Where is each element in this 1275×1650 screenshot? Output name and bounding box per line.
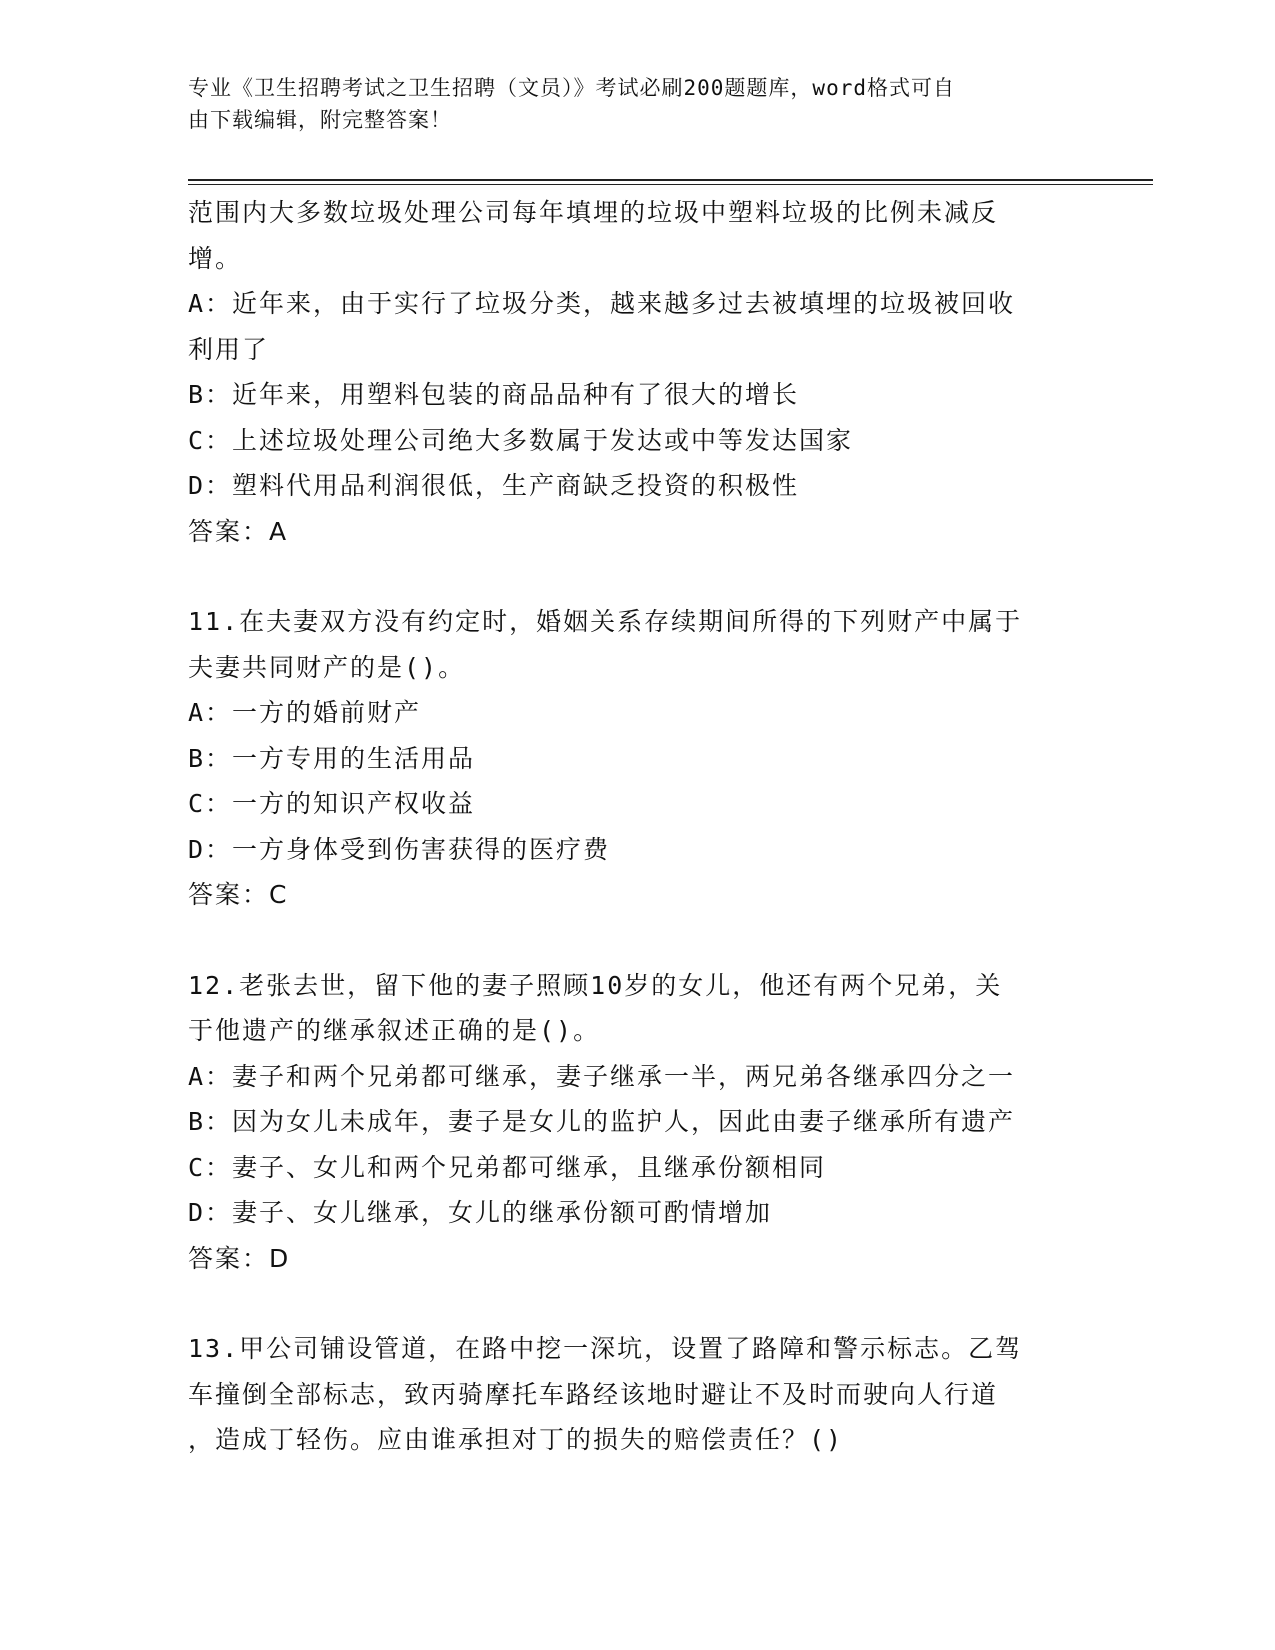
answer: 答案：A bbox=[188, 516, 289, 546]
question-text: 车撞倒全部标志，致丙骑摩托车路经该地时避让不及时而驶向人行道 bbox=[188, 1379, 999, 1409]
question-text: 11.在夫妻双方没有约定时，婚姻关系存续期间所得的下列财产中属于 bbox=[188, 607, 1023, 636]
option-c: C：妻子、女儿和两个兄弟都可继承，且继承份额相同 bbox=[188, 1152, 827, 1182]
option-a: A：近年来，由于实行了垃圾分类，越来越多过去被填埋的垃圾被回收 bbox=[188, 289, 1016, 318]
option-c: C：上述垃圾处理公司绝大多数属于发达或中等发达国家 bbox=[188, 425, 854, 455]
option-d: D：一方身体受到伤害获得的医疗费 bbox=[188, 834, 611, 864]
option-a: A：妻子和两个兄弟都可继承，妻子继承一半，两兄弟各继承四分之一 bbox=[188, 1061, 1016, 1091]
option-c: C：一方的知识产权收益 bbox=[188, 789, 476, 818]
document-body bbox=[188, 190, 1088, 1463]
option-b: B：近年来，用塑料包装的商品品种有了很大的增长 bbox=[188, 380, 800, 409]
answer: 答案：D bbox=[188, 1243, 291, 1273]
question-text: 12.老张去世，留下他的妻子照顾10岁的女儿，他还有两个兄弟，关 bbox=[188, 970, 1003, 1000]
option-a-continued: 利用了 bbox=[188, 334, 270, 364]
document-header bbox=[188, 72, 1088, 136]
question-12 bbox=[188, 963, 1088, 1282]
question-text: 13.甲公司铺设管道，在路中挖一深坑，设置了路障和警示标志。乙驾 bbox=[188, 1334, 1023, 1363]
question-text: 夫妻共同财产的是()。 bbox=[188, 652, 466, 682]
option-b: B：因为女儿未成年，妻子是女儿的监护人，因此由妻子继承所有遗产 bbox=[188, 1107, 1016, 1136]
option-d: D：妻子、女儿继承，女儿的继承份额可酌情增加 bbox=[188, 1198, 773, 1227]
option-b: B：一方专用的生活用品 bbox=[188, 743, 476, 773]
question-continued bbox=[188, 190, 1088, 554]
question-11 bbox=[188, 599, 1088, 918]
option-a: A：一方的婚前财产 bbox=[188, 698, 422, 727]
question-13 bbox=[188, 1326, 1088, 1463]
header-line-2: 由下载编辑，附完整答案！ bbox=[188, 108, 452, 132]
option-d: D：塑料代用品利润很低，生产商缺乏投资的积极性 bbox=[188, 471, 800, 500]
header-rule-thin bbox=[188, 184, 1153, 185]
question-text: 于他遗产的继承叙述正确的是()。 bbox=[188, 1016, 601, 1045]
answer: 答案：C bbox=[188, 880, 289, 909]
question-text: 增。 bbox=[188, 243, 243, 273]
header-rule-thick bbox=[188, 179, 1153, 181]
question-text: 范围内大多数垃圾处理公司每年填埋的垃圾中塑料垃圾的比例未减反 bbox=[188, 198, 999, 227]
header-line-1: 专业《卫生招聘考试之卫生招聘（文员）》考试必刷200题题库，word格式可自 bbox=[188, 76, 955, 100]
question-text: ，造成丁轻伤。应由谁承担对丁的损失的赔偿责任？() bbox=[188, 1425, 844, 1454]
